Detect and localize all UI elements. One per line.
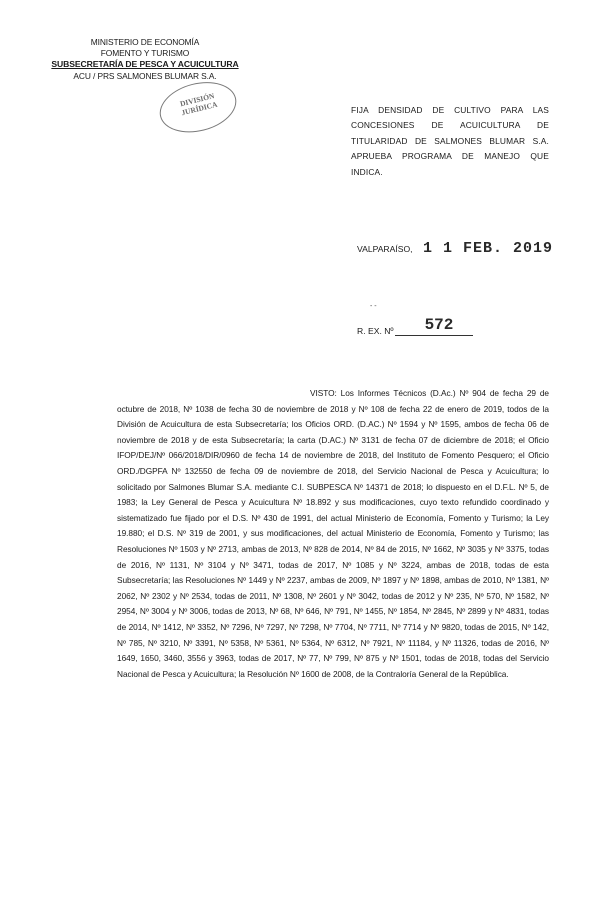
ministry-name: MINISTERIO DE ECONOMÍA (90, 37, 200, 47)
resolution-number: 572 (424, 316, 454, 334)
visto-text: VISTO: Los Informes Técnicos (D.Ac.) Nº 904 de fecha 29 de octubre de 2018, Nº 1038 de fecha 30 de noviembre de 2018 y Nº 108 de fecha 22 de enero de 2019, todos de la División de Acuicultura de esta Subsecretaría; los Oficios ORD. (D.AC.) Nº 1594 y Nº 1595, ambos de fecha 06 de noviembre de 2018 y de esta Subsecretaría; la carta (D.AC.) Nº 3131 de fecha 07 de diciembre de 2018; el Oficio IFOP/DEJ/Nº 066/2018/DIR/0960 de fecha 14 de noviembre de 2018, del Instituto de Fomento Pesquero; el Oficio ORD./DGPFA Nº 132550 de fecha 09 de noviembre de 2018, del Servicio Nacional de Pesca y Acuicultura; lo solicitado por Salmones Blumar S.A. mediante C.I. SUBPESCA Nº 14371 de 2018; lo dispuesto en el D.F.L. Nº 5, de 1983; la Ley General de Pesca y Acuicultura Nº 18.892 y sus modificaciones, cuyo texto refundido coordinado y sistematizado fue fijado por el D.S. Nº 430 de 1991, del actual Ministerio de Economía, Fomento y Turismo; la Ley 19.880; el D.S. Nº 319 de 2001, y sus modificaciones, del actual Ministerio de Economía, Fomento y Turismo; las Resoluciones Nº 1503 y Nº 2713, ambas de 2013, Nº 828 de 2014, Nº 84 de 2015, Nº 1662, Nº 3035 y Nº 3375, todas de 2016, Nº 1131, Nº 3104 y Nº 3471, todas de 2017, Nº 1085 y Nº 3224, ambas de 2018, todas de esta Subsecretaría; las Resoluciones Nº 1449 y Nº 2237, ambas de 2009, Nº 1897 y Nº 1898, ambas de 2010, Nº 1381, Nº 2062, Nº 2302 y Nº 2534, todas de 2011, Nº 1308, Nº 2601 y Nº 3042, todas de 2012 y Nº 235, Nº 570, Nº 1582, Nº 2954, Nº 3004 y Nº 3006, todas de 2013, Nº 68, Nº 646, Nº 791, Nº 1455, Nº 1854, Nº 2845, Nº 2899 y Nº 4831, todas de 2014, Nº 1412, Nº 3352, Nº 7296, Nº 7297, Nº 7298, Nº 7704, Nº 7711, Nº 7714 y Nº 9820, todas de 2015, Nº 142, Nº 785, Nº 3210, Nº 3391, Nº 5358, Nº 5361, Nº 5364, Nº 6312, Nº 7921, Nº 11184, y Nº 11326, todas de 2016, Nº 1649, 1650, 3460, 3556 y 3963, todas de 2017, Nº 77, Nº 799, Nº 875 y Nº 1501, todas de 2018, todas del Servicio Nacional de Pesca y Acuicultura; la Resolución Nº 1600 de 2008, de la Contraloría General de la República. (117, 388, 549, 679)
resolution-summary: FIJA DENSIDAD DE CULTIVO PARA LAS CONCESIONES DE ACUICULTURA DE TITULARIDAD DE SALMONES BLUMAR S.A. APRUEBA PROGRAMA DE MANEJO QUE INDICA. (351, 105, 549, 177)
stamp-text: DIVISIÓN JURÍDICA (179, 91, 219, 118)
legal-division-stamp (151, 73, 248, 141)
file-reference: ACU / PRS SALMONES BLUMAR S.A. (73, 70, 217, 81)
date-stamp: 1 1 FEB. 2019 (423, 240, 554, 258)
undersecretariat-name: SUBSECRETARÍA DE PESCA Y ACUICULTURA (51, 59, 239, 70)
date-line (357, 240, 553, 258)
resolution-number-line (357, 318, 473, 336)
place-label: VALPARAÍSO, (357, 243, 413, 254)
ministry-subtitle: FOMENTO Y TURISMO (100, 48, 190, 59)
resolution-label: R. EX. Nº (357, 326, 394, 336)
letterhead (50, 37, 240, 82)
resolution-underline (395, 316, 473, 336)
resolution-dash: - - (370, 303, 377, 310)
visto-paragraph (117, 386, 549, 682)
